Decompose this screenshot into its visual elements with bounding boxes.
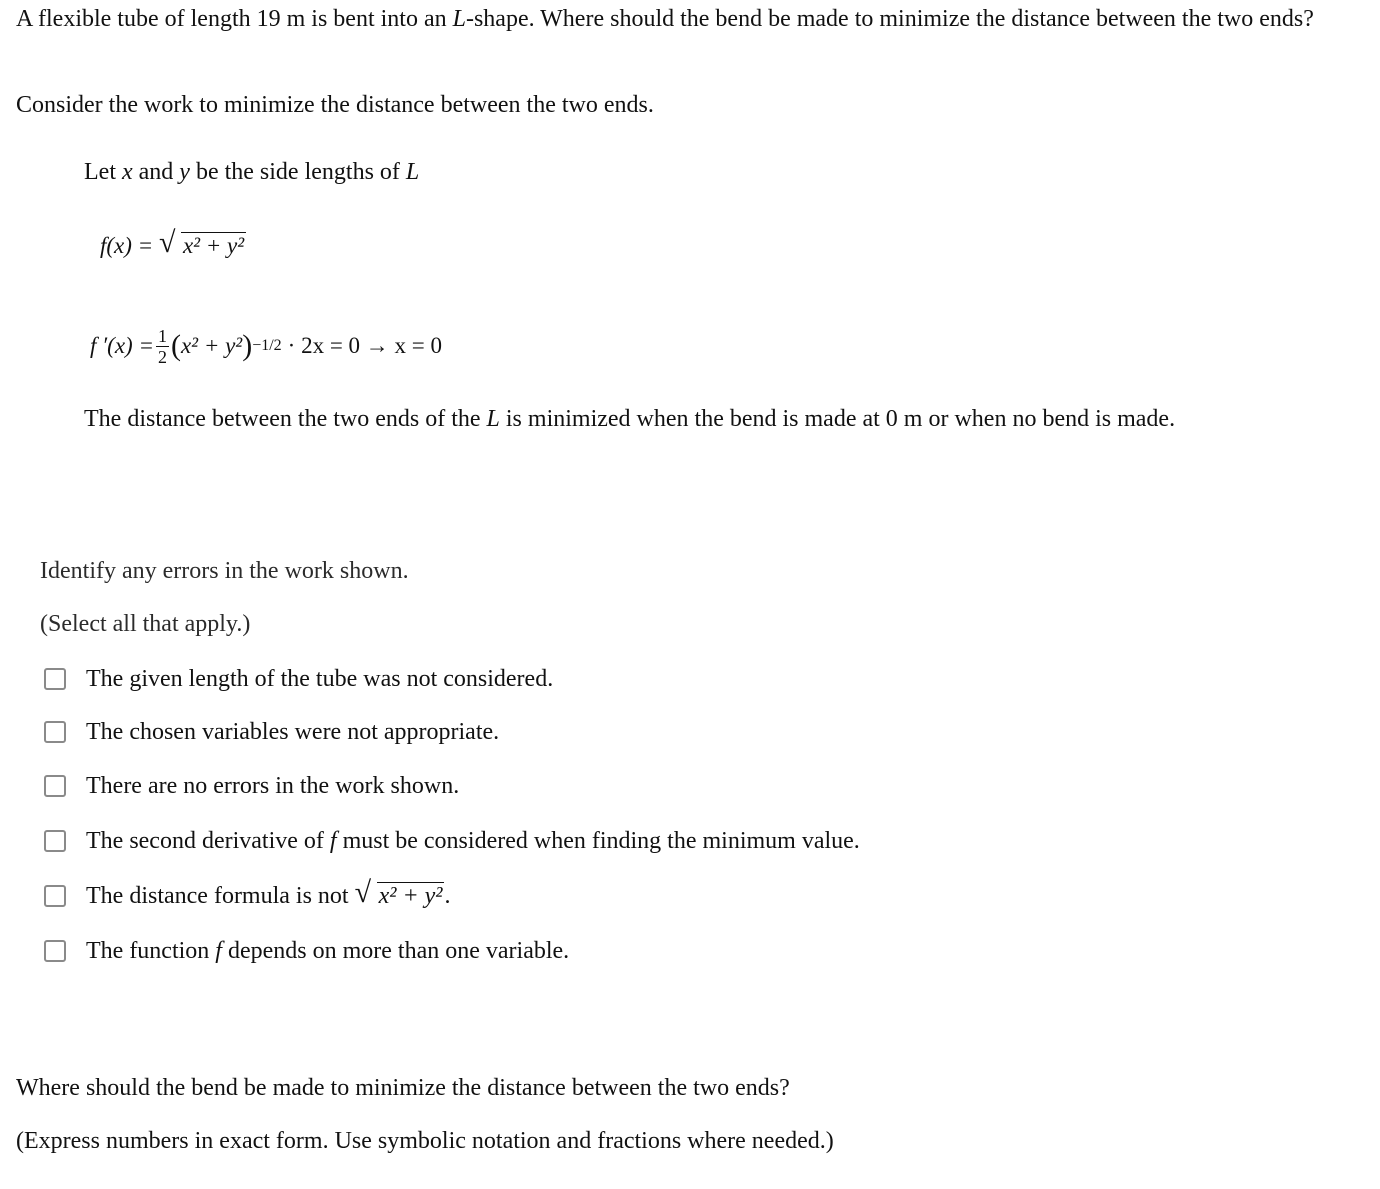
- f-radicand: x² + y²: [182, 233, 245, 258]
- fprime-inner: x² + y²: [180, 333, 243, 358]
- option-label: [86, 876, 451, 910]
- let-y: y: [179, 159, 190, 185]
- option-more-than-one-variable[interactable]: [44, 936, 569, 966]
- checkbox[interactable]: [44, 775, 66, 797]
- question-part1: A flexible tube of length 19 m is bent into an: [16, 6, 453, 32]
- question-text: [16, 0, 1372, 38]
- checkbox[interactable]: [44, 830, 66, 852]
- conclusion: [84, 406, 1175, 433]
- option-label: There are no errors in the work shown.: [86, 772, 460, 799]
- checkbox[interactable]: [44, 721, 66, 743]
- select-all-instruction: (Select all that apply.): [40, 611, 251, 637]
- conclusion-part2: is minimized when the bend is made at 0 m or when no bend is made.: [499, 406, 1176, 432]
- f-sqrt: [158, 226, 246, 259]
- f-definition: [100, 226, 246, 259]
- fprime-rhs: · 2x = 0 → x = 0: [287, 333, 443, 358]
- conclusion-part1: The distance between the two ends of the: [84, 406, 487, 432]
- paren-close: ): [242, 329, 253, 362]
- option-label-post: .: [444, 883, 451, 909]
- option-label-pre: The function: [86, 937, 216, 964]
- let-and: and: [132, 159, 180, 185]
- option-distance-formula[interactable]: [44, 876, 451, 911]
- let-suffix: be the side lengths of: [189, 159, 406, 185]
- f-prime-line: f ′(x) = $\frac{1}{2}$ ( x² + y² ) −1/2 · 2x = 0 → x = 0: [90, 325, 443, 367]
- consider-text: Consider the work to minimize the distance between the two ends.: [16, 92, 654, 118]
- radical-icon: √: [158, 226, 176, 259]
- option-label: The given length of the tube was not considered.: [86, 665, 554, 692]
- question-L: L: [452, 6, 466, 32]
- option-radicand: x² + y²: [378, 883, 443, 909]
- frac-num: 1: [157, 325, 167, 346]
- checkbox[interactable]: [44, 668, 66, 690]
- let-L: L: [405, 159, 420, 185]
- identify-prompt: Identify any errors in the work shown.: [40, 558, 409, 584]
- option-second-derivative[interactable]: [44, 826, 860, 856]
- question-part2: -shape. Where should the bend be made to minimize the distance between the two ends?: [465, 6, 1314, 32]
- let-x: x: [121, 159, 133, 185]
- option-label-pre: The distance formula is not: [86, 883, 355, 909]
- option-label: The chosen variables were not appropriate.: [86, 718, 500, 745]
- radical-icon: √: [354, 876, 372, 909]
- frac-den: 2: [157, 346, 167, 367]
- option-label-var: f: [329, 827, 337, 854]
- option-variables-not-appropriate[interactable]: [44, 717, 499, 747]
- option-label-var: f: [215, 937, 222, 964]
- option-label-pre: The second derivative of: [86, 827, 330, 854]
- f-lhs: f(x) =: [100, 233, 159, 258]
- option-sqrt: [354, 876, 445, 910]
- checkbox[interactable]: [44, 940, 66, 962]
- paren-open: (: [170, 329, 181, 362]
- option-label-post: depends on more than one variable.: [221, 937, 570, 964]
- let-prefix: Let: [84, 159, 122, 185]
- fprime-fraction: [156, 326, 169, 367]
- option-label: [86, 828, 860, 855]
- let-statement: [84, 159, 419, 186]
- express-instruction: (Express numbers in exact form. Use symbolic notation and fractions where needed.): [16, 1128, 834, 1154]
- bend-question: Where should the bend be made to minimize the distance between the two ends?: [16, 1075, 790, 1101]
- checkbox[interactable]: [44, 885, 66, 907]
- option-label: [86, 938, 569, 965]
- option-no-errors[interactable]: [44, 771, 459, 801]
- fprime-lhs: f ′(x) =: [90, 333, 154, 358]
- option-length-not-considered[interactable]: [44, 664, 553, 694]
- option-label-post: must be considered when finding the minimum value.: [336, 827, 860, 854]
- conclusion-L: L: [486, 406, 500, 432]
